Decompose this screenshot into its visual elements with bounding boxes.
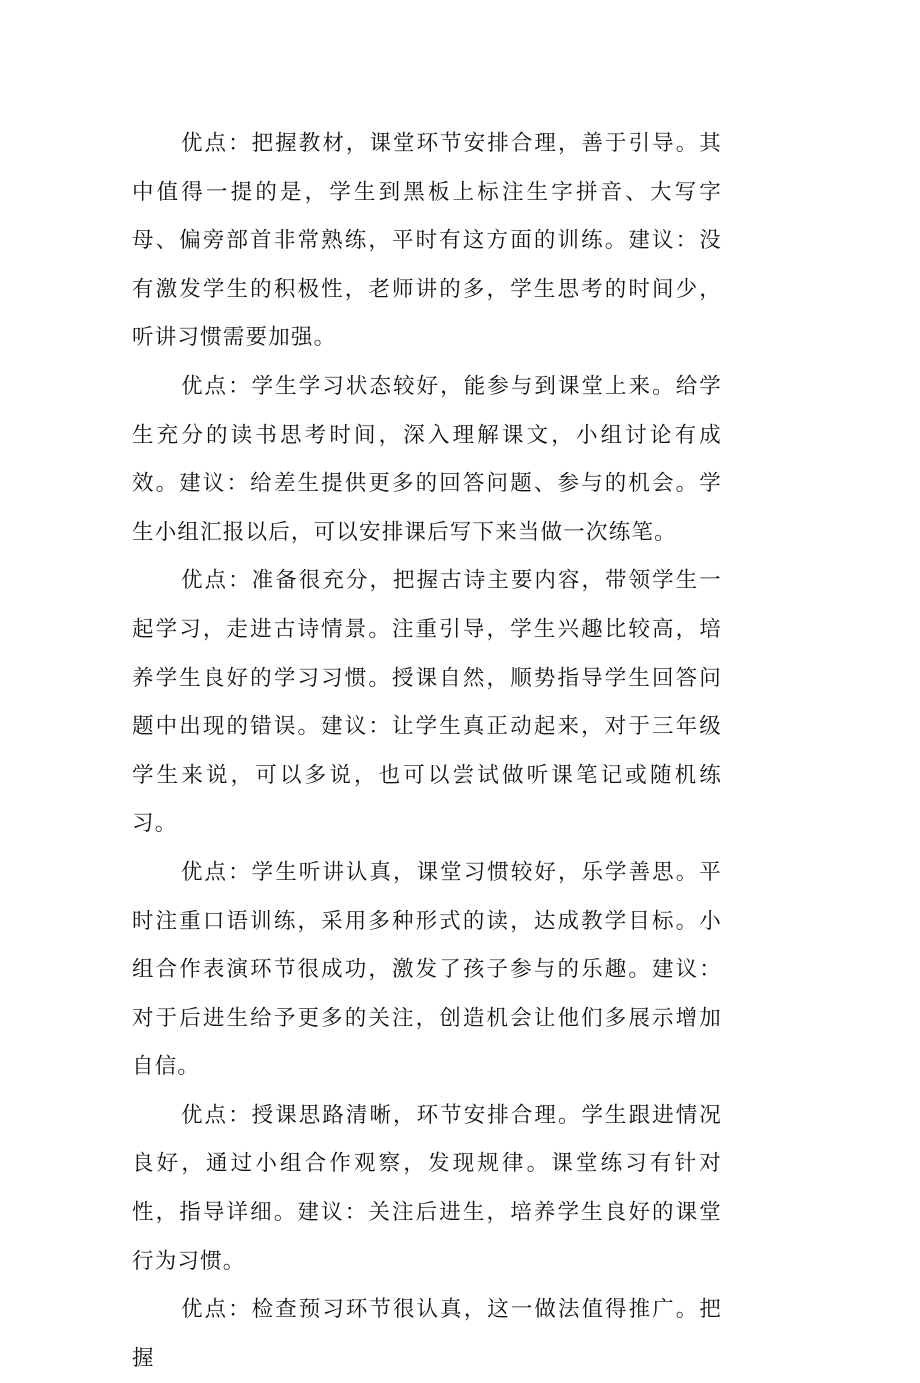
paragraph-3: 优点：准备很充分，把握古诗主要内容，带领学生一起学习，走进古诗情景。注重引导，学生兴趣比较高，培养学生良好的学习习惯。授课自然，顺势指导学生回答问题中出现的错误。建议：让学生真正动起来，对于三年级学生来说，可以多说，也可以尝试做听课笔记或随机练习。 <box>132 568 722 837</box>
paragraph-5: 优点：授课思路清晰，环节安排合理。学生跟进情况良好，通过小组合作观察，发现规律。课堂练习有针对性，指导详细。建议：关注后进生，培养学生良好的课堂行为习惯。 <box>132 1102 722 1274</box>
paragraph-1: 优点：把握教材，课堂环节安排合理，善于引导。其中值得一提的是，学生到黑板上标注生字拼音、大写字母、偏旁部首非常熟练，平时有这方面的训练。建议：没有激发学生的积极性，老师讲的多，学生思考的时间少，听讲习惯需要加强。 <box>132 131 722 351</box>
paragraph-4: 优点：学生听讲认真，课堂习惯较好，乐学善思。平时注重口语训练，采用多种形式的读，达成教学目标。小组合作表演环节很成功，激发了孩子参与的乐趣。建议：对于后进生给予更多的关注，创造机会让他们多展示增加自信。 <box>132 859 722 1080</box>
document-body <box>132 120 722 1383</box>
paragraph-6: 优点：检查预习环节很认真，这一做法值得推广。把握 <box>132 1297 722 1371</box>
paragraph-2: 优点：学生学习状态较好，能参与到课堂上来。给学生充分的读书思考时间，深入理解课文，小组讨论有成效。建议：给差生提供更多的回答问题、参与的机会。学生小组汇报以后，可以安排课后写下来当做一次练笔。 <box>132 373 722 545</box>
